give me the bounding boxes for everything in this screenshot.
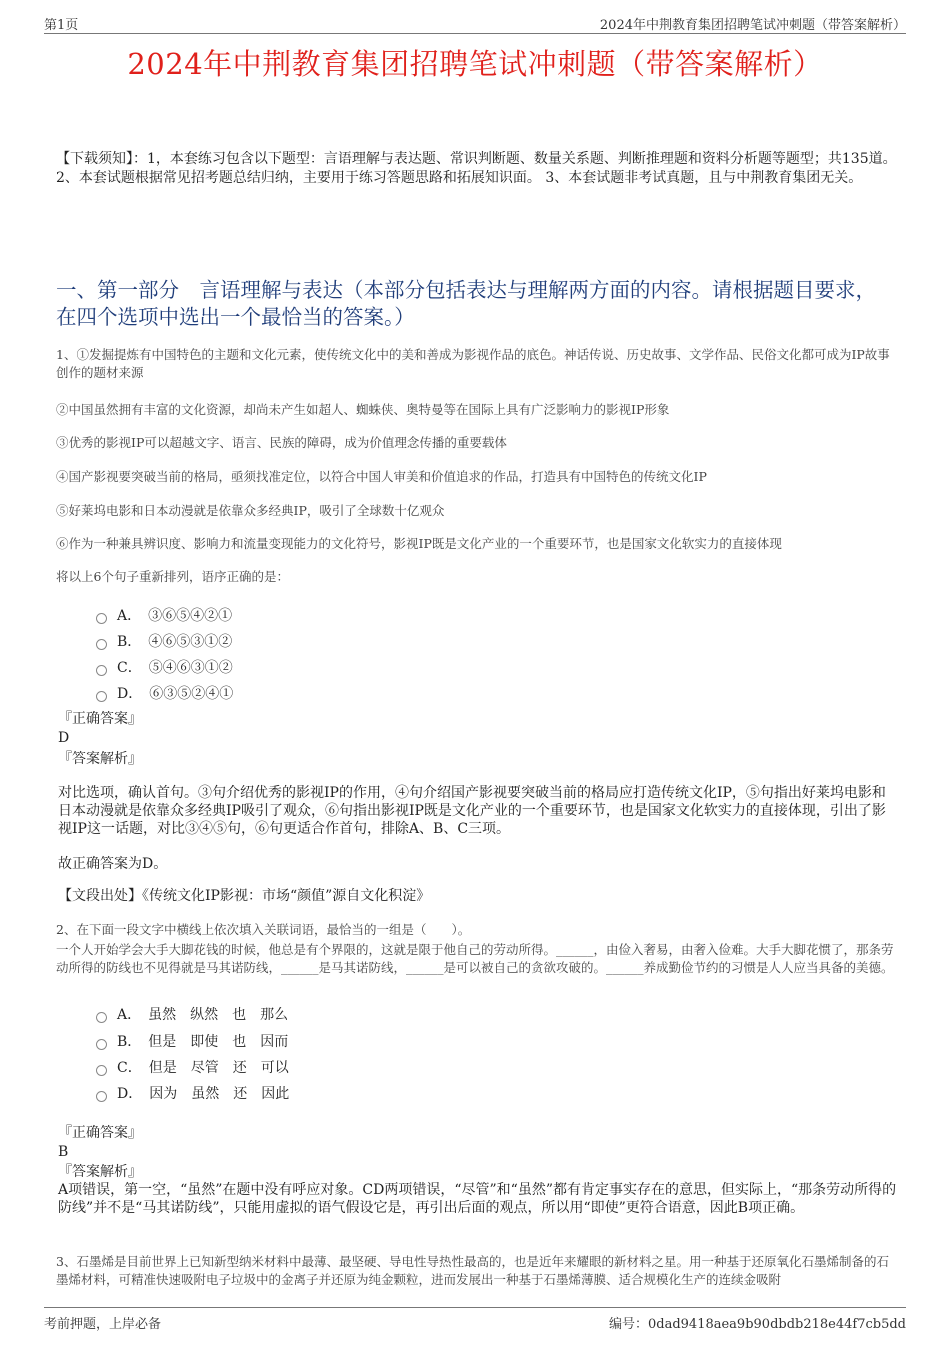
q2-option-c[interactable]	[96, 1057, 289, 1077]
option-label: C． ⑤④⑥③①②	[117, 660, 233, 676]
q1-prompt: 将以上6个句子重新排列，语序正确的是：	[56, 569, 289, 584]
q2-option-b[interactable]	[96, 1031, 288, 1051]
q1-analysis-label: 『答案解析』	[58, 751, 142, 767]
header-doc-title: 2024年中荆教育集团招聘笔试冲刺题（带答案解析）	[599, 18, 906, 33]
q1-answer-label: 『正确答案』	[58, 711, 142, 727]
header-divider	[44, 33, 906, 34]
radio-icon[interactable]	[96, 1039, 107, 1050]
radio-icon[interactable]	[96, 691, 107, 702]
q1-option-d[interactable]	[96, 683, 233, 703]
option-label: C． 但是 尽管 还 可以	[117, 1060, 289, 1076]
option-label: B． 但是 即使 也 因而	[117, 1034, 289, 1050]
q1-conclusion: 故正确答案为D。	[58, 856, 168, 872]
option-label: D． ⑥③⑤②④①	[117, 686, 234, 702]
q1-sentence-3: ③优秀的影视IP可以超越文字、语言、民族的障碍，成为价值理念传播的重要载体	[56, 435, 507, 450]
q1-analysis: 对比选项，确认首句。③句介绍优秀的影视IP的作用，④句介绍国产影视要突破当前的格局应打造传统文化IP，⑤句指出好莱坞电影和日本动漫就是依靠众多经典IP吸引了观众，⑥句指出影视IP既是文化产业的一个重要环节，也是国家文化软实力的直接体现，引出了影视IP这一话题，对比③④⑤句，⑥句更适合作首句，排除A、B、C三项。	[58, 785, 886, 837]
q2-stem: 2、在下面一段文字中横线上依次填入关联词语，最恰当的一组是（ ）。	[56, 922, 471, 937]
q1-sentence-6: ⑥作为一种兼具辨识度、影响力和流量变现能力的文化符号，影视IP既是文化产业的一个重要环节，也是国家文化软实力的直接体现	[56, 536, 782, 551]
q1-source: 【文段出处】《传统文化IP影视：市场“颜值”源自文化积淀》	[58, 888, 431, 904]
q2-analysis: A项错误，第一空，“虽然”在题中没有呼应对象。CD两项错误，“尽管”和“虽然”都有肯定事实存在的意思，但实际上，“那条劳动所得的防线”并不是“马其诺防线”，只能用虚拟的语气假设它是，再引出后面的观点，所以用“即使”更符合语意，因此B项正确。	[58, 1182, 897, 1216]
q2-option-a[interactable]	[96, 1004, 288, 1024]
q2-answer: B	[58, 1144, 69, 1160]
page-title: 2024年中荆教育集团招聘笔试冲刺题（带答案解析）	[127, 47, 823, 81]
footer-divider	[44, 1307, 906, 1308]
option-label: A． ③⑥⑤④②①	[117, 608, 233, 624]
q2-answer-label: 『正确答案』	[58, 1125, 142, 1141]
footer-slogan: 考前押题，上岸必备	[44, 1317, 162, 1332]
q2-analysis-label: 『答案解析』	[58, 1164, 142, 1180]
radio-icon[interactable]	[96, 665, 107, 676]
option-label: D． 因为 虽然 还 因此	[117, 1086, 290, 1102]
page-number: 第1页	[44, 18, 79, 33]
q1-sentence-2: ②中国虽然拥有丰富的文化资源，却尚未产生如超人、蜘蛛侠、奥特曼等在国际上具有广泛影响力的影视IP形象	[56, 402, 670, 417]
q1-sentence-1: 1、①发掘提炼有中国特色的主题和文化元素，使传统文化中的美和善成为影视作品的底色。神话传说、历史故事、文学作品、民俗文化都可成为IP故事创作的题材来源	[56, 347, 890, 380]
q2-passage: 一个人开始学会大手大脚花钱的时候，他总是有个界限的，这就是限于他自己的劳动所得。______，由俭入奢易，由奢入俭难。大手大脚花惯了，那条劳动所得的防线也不见得就是马其诺防线，______是马其诺防线，______是可以被自己的贪欲攻破的。______养成勤俭节约的习惯是人人应当具备的美德。	[56, 942, 894, 975]
radio-icon[interactable]	[96, 639, 107, 650]
q1-sentence-4: ④国产影视要突破当前的格局，亟须找准定位，以符合中国人审美和价值追求的作品，打造具有中国特色的传统文化IP	[56, 469, 707, 484]
option-label: A． 虽然 纵然 也 那么	[117, 1007, 289, 1023]
footer-doc-id: 编号：0dad9418aea9b90dbdb218e44f7cb5dd	[608, 1317, 906, 1332]
q2-option-d[interactable]	[96, 1083, 289, 1103]
option-label: B． ④⑥⑤③①②	[117, 634, 233, 650]
radio-icon[interactable]	[96, 1091, 107, 1102]
section-title: 一、第一部分 言语理解与表达（本部分包括表达与理解两方面的内容。请根据题目要求，在四个选项中选出一个最恰当的答案。）	[56, 278, 876, 329]
q1-answer: D	[58, 730, 70, 746]
download-notice: 【下载须知】：1，本套练习包含以下题型：言语理解与表达题、常识判断题、数量关系题、判断推理题和资料分析题等题型；共135道。 2、本套试题根据常见招考题总结归纳，主要用于练习答题思路和拓展知识面。 3、本套试题非考试真题，且与中荆教育集团无关。	[56, 151, 897, 186]
q1-option-c[interactable]	[96, 657, 233, 677]
q1-sentence-5: ⑤好莱坞电影和日本动漫就是依靠众多经典IP，吸引了全球数十亿观众	[56, 503, 445, 518]
q1-option-b[interactable]	[96, 631, 232, 651]
radio-icon[interactable]	[96, 1012, 107, 1023]
q3-stem: 3、石墨烯是目前世界上已知新型纳米材料中最薄、最坚硬、导电性导热性最高的，也是近年来耀眼的新材料之星。用一种基于还原氧化石墨烯制备的石墨烯材料，可精准快速吸附电子垃圾中的金离子并还原为纯金颗粒，进而发展出一种基于石墨烯薄膜、适合规模化生产的连续金吸附	[56, 1254, 889, 1287]
q1-option-a[interactable]	[96, 605, 232, 625]
radio-icon[interactable]	[96, 1065, 107, 1076]
radio-icon[interactable]	[96, 613, 107, 624]
